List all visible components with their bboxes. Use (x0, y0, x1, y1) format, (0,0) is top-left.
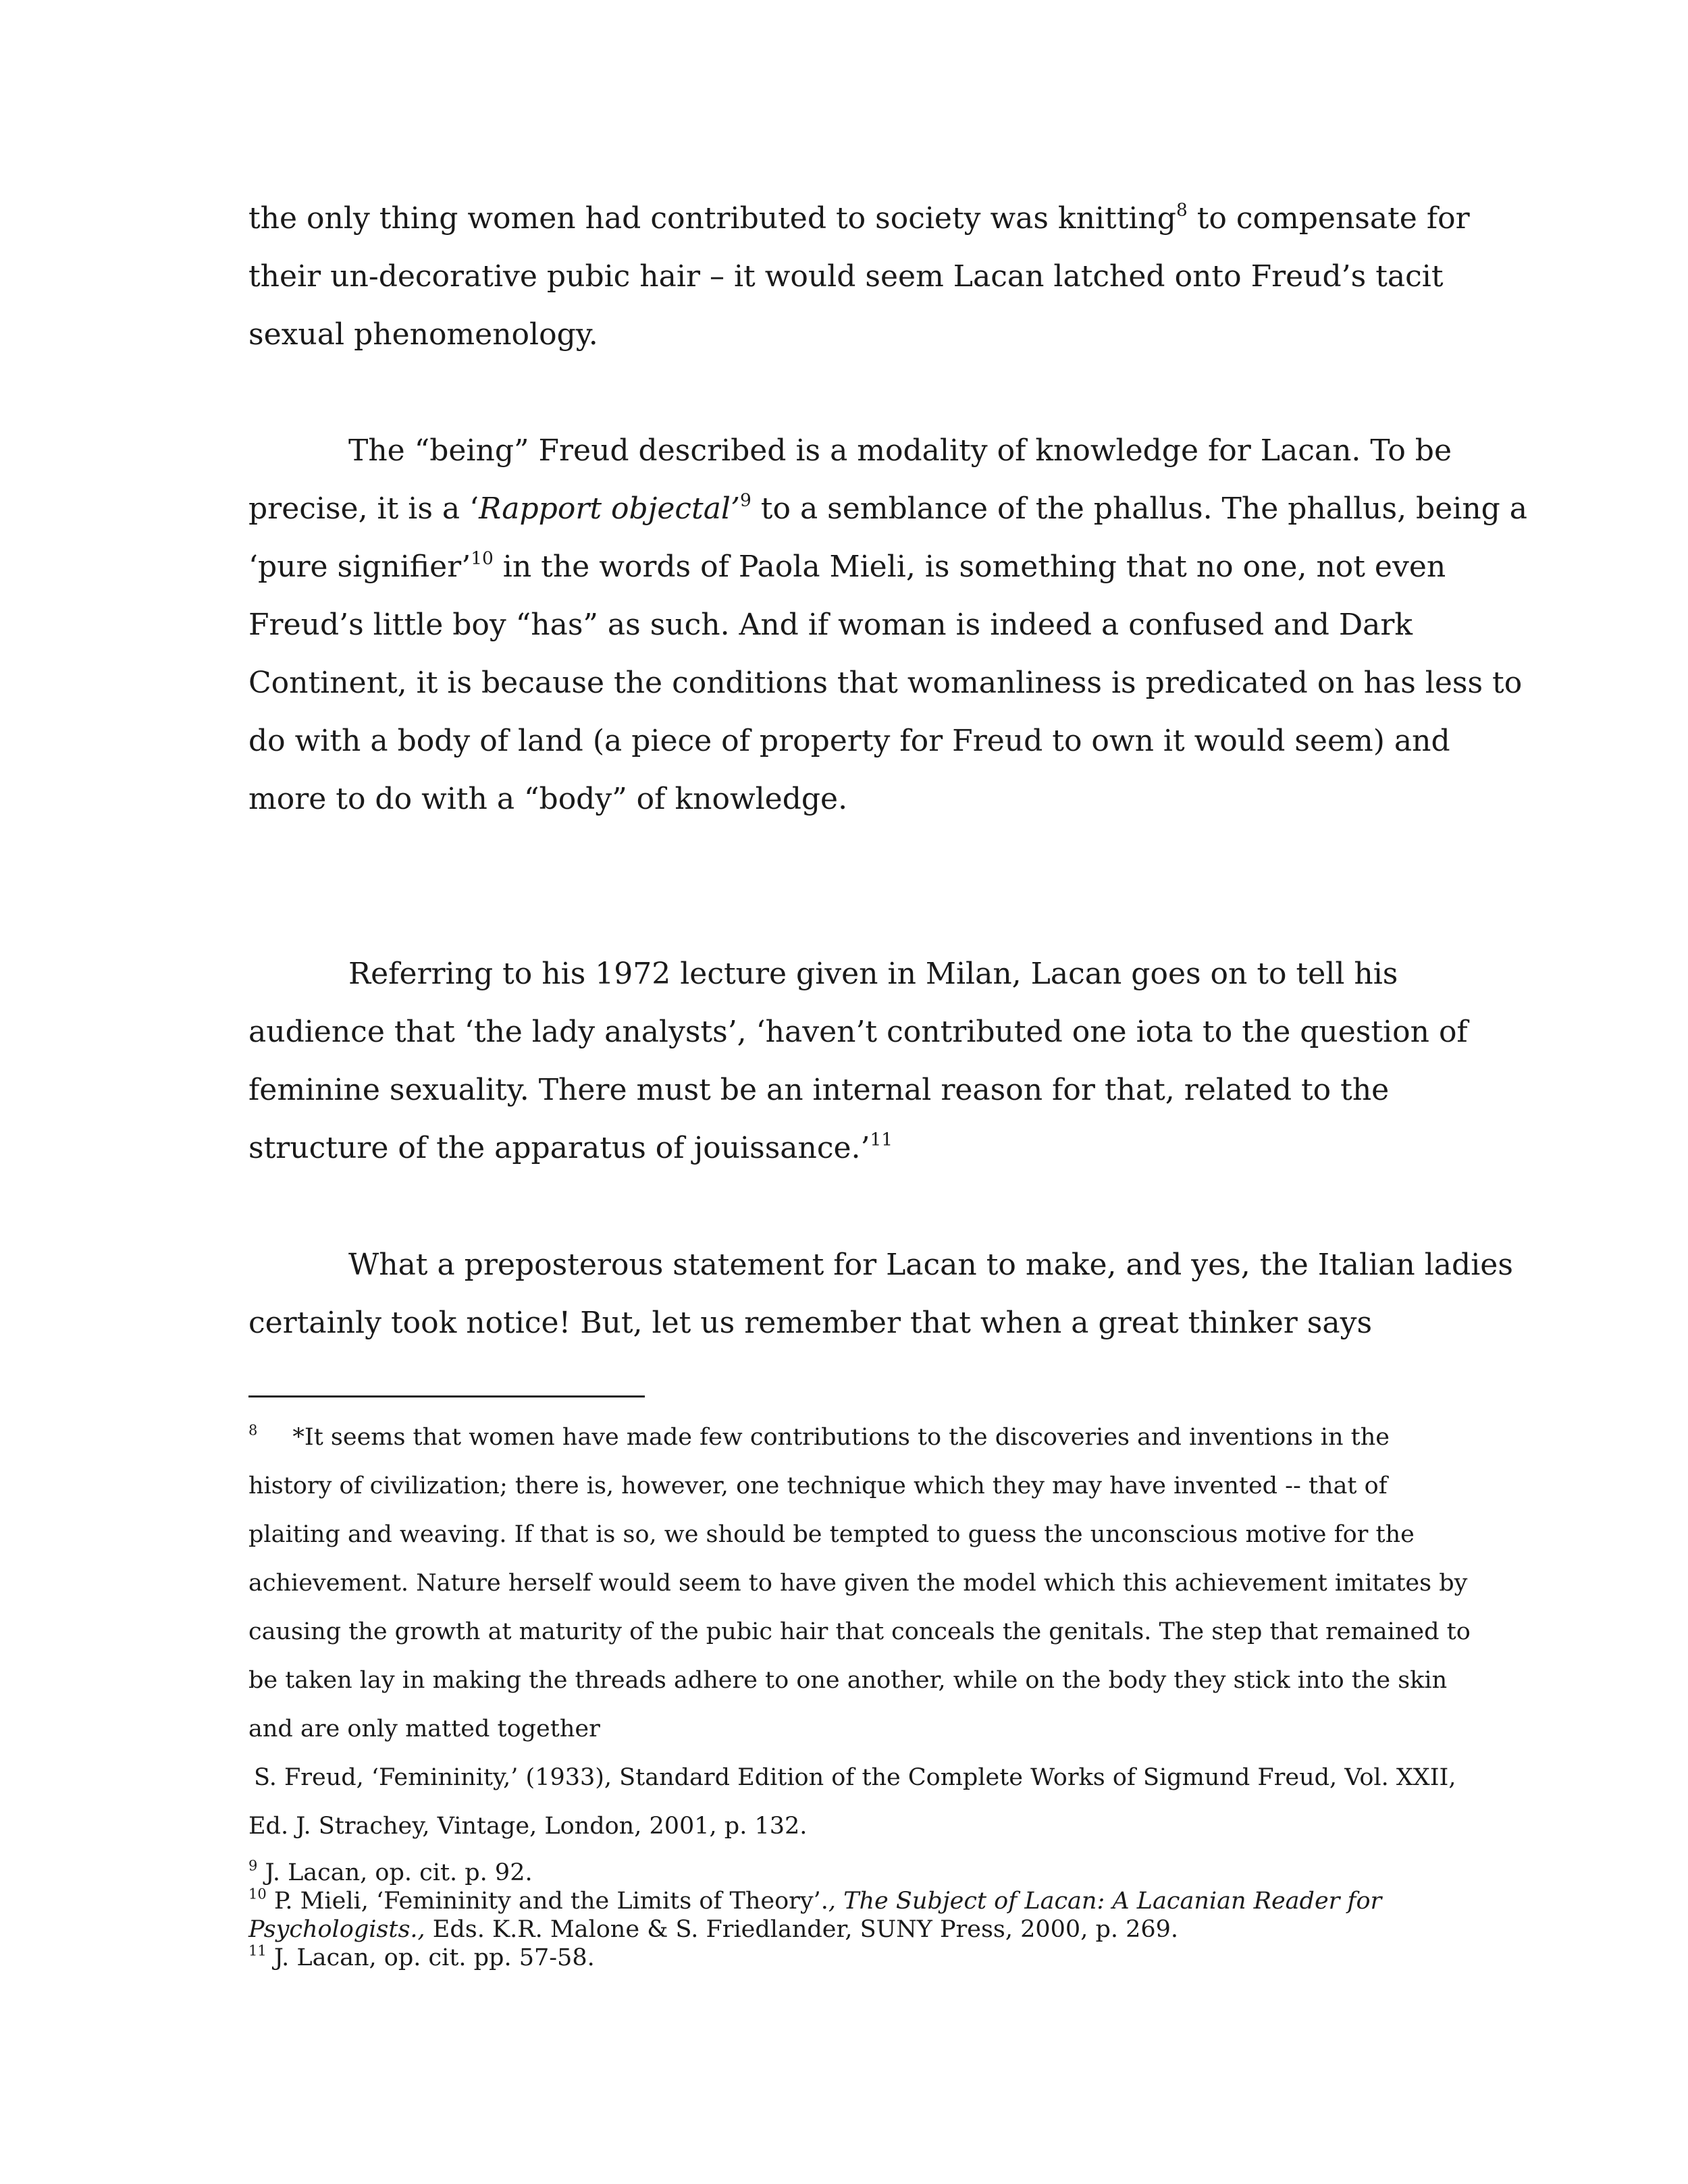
body-text: structure of the apparatus of jouissance.’ (248, 1131, 870, 1165)
body-line (248, 489, 1528, 526)
footnote-line: history of civilization; there is, however, one technique which they may have invented -- that of (248, 1472, 1388, 1499)
footnote-line: achievement. Nature herself would seem to have given the model which this achievement imitates by (248, 1570, 1468, 1597)
body-line: more to do with a “body” of knowledge. (248, 782, 848, 816)
footnote-ref-8: 8 (1176, 199, 1188, 221)
body-text: in the words of Paola Mieli, is something that no one, not even (493, 550, 1446, 584)
italic-term: Rapport objectal’ (479, 491, 740, 526)
footnote-italic-title: Psychologists., (248, 1916, 425, 1943)
body-text: to a semblance of the phallus. The phallus, being a (751, 491, 1528, 526)
footnote-text: P. Mieli, ‘Femininity and the Limits of Theory’. (266, 1888, 828, 1915)
footnote-italic-title: , The Subject of Lacan: A Lacanian Reader for (828, 1888, 1382, 1915)
footnote-line: causing the growth at maturity of the pubic hair that conceals the genitals. The step that remained to (248, 1618, 1471, 1645)
footnote-separator (248, 1395, 645, 1397)
footnote-line: be taken lay in making the threads adhere to one another, while on the body they stick into the skin (248, 1667, 1448, 1694)
footnote-text: Eds. K.R. Malone & S. Friedlander, SUNY Press, 2000, p. 269. (425, 1916, 1179, 1943)
body-line (248, 1129, 893, 1165)
footnote-ref-11: 11 (870, 1129, 893, 1150)
body-text: precise, it is a ‘ (248, 491, 479, 526)
body-line: their un-decorative pubic hair – it would seem Lacan latched onto Freud’s tacit (248, 259, 1444, 294)
footnote-line: Ed. J. Strachey, Vintage, London, 2001, p. 132. (248, 1813, 808, 1840)
body-line: feminine sexuality. There must be an internal reason for that, related to the (248, 1073, 1390, 1107)
body-line: The “being” Freud described is a modality of knowledge for Lacan. To be (348, 433, 1452, 468)
footnote-text: *It seems that women have made few contributions to the discoveries and inventions in the (292, 1424, 1390, 1451)
footnote-number-8: 8 (248, 1422, 258, 1439)
footnote-line: S. Freud, ‘Femininity,’ (1933), Standard Edition of the Complete Works of Sigmund Freud, Vol. XXII, (254, 1764, 1456, 1791)
body-line: sexual phenomenology. (248, 317, 598, 352)
body-text: to compensate for (1187, 201, 1470, 236)
body-line: Referring to his 1972 lecture given in Milan, Lacan goes on to tell his (348, 957, 1398, 991)
footnote-line (248, 1886, 1382, 1915)
body-text: ‘pure signifier’ (248, 550, 471, 584)
body-line: Continent, it is because the conditions that womanliness is predicated on has less to (248, 666, 1523, 700)
footnote-number-9: 9 (248, 1857, 258, 1874)
footnote-text: J. Lacan, op. cit. pp. 57-58. (266, 1944, 595, 1971)
body-line: audience that ‘the lady analysts’, ‘haven’t contributed one iota to the question of (248, 1015, 1468, 1049)
body-text: the only thing women had contributed to society was knitting (248, 201, 1176, 236)
footnote-line: and are only matted together (248, 1715, 600, 1742)
body-line (248, 199, 1470, 236)
footnote-line (248, 1857, 533, 1886)
footnote-text: J. Lacan, op. cit. p. 92. (257, 1859, 533, 1886)
footnote-ref-9: 9 (740, 489, 751, 511)
body-line: Freud’s little boy “has” as such. And if woman is indeed a confused and Dark (248, 608, 1413, 642)
body-line: What a preposterous statement for Lacan to make, and yes, the Italian ladies (348, 1248, 1513, 1282)
body-line: certainly took notice! But, let us remember that when a great thinker says (248, 1306, 1373, 1340)
footnote-line (248, 1918, 1178, 1942)
footnote-line (248, 1422, 1390, 1451)
footnote-number-11: 11 (248, 1942, 267, 1959)
body-line (248, 548, 1446, 584)
footnote-number-10: 10 (248, 1886, 267, 1902)
body-line: do with a body of land (a piece of property for Freud to own it would seem) and (248, 724, 1450, 758)
footnote-line (248, 1942, 595, 1971)
footnote-line: plaiting and weaving. If that is so, we should be tempted to guess the unconscious motive for the (248, 1521, 1415, 1548)
footnote-ref-10: 10 (471, 548, 494, 569)
